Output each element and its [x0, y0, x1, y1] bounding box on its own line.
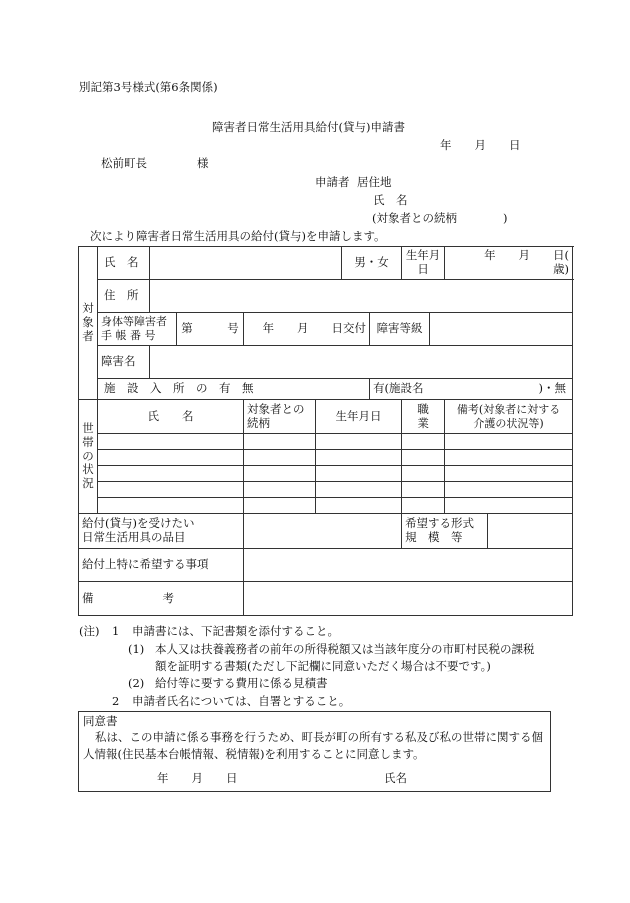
- wish-field[interactable]: [244, 549, 573, 582]
- facility-field[interactable]: 有(施設名 )・無: [370, 379, 573, 400]
- date-line[interactable]: 年 月 日: [440, 138, 521, 152]
- consent-line1: 私は、この申請に係る事務を行うため、町長が町の所有する私及び私の世帯に関する個: [95, 730, 544, 744]
- addressee-honorific: 様: [197, 156, 209, 170]
- notes-head: (注): [79, 624, 100, 638]
- sex-field[interactable]: 男・女: [342, 247, 402, 280]
- household-row-remarks[interactable]: [445, 498, 573, 514]
- disability-name-field[interactable]: [150, 346, 573, 379]
- consent-signature-field[interactable]: [414, 767, 544, 785]
- household-row-relation[interactable]: [244, 498, 316, 514]
- household-row-birth[interactable]: [316, 466, 402, 482]
- handbook-label-line1: 身体等障害者: [101, 315, 167, 329]
- household-row-remarks[interactable]: [445, 434, 573, 450]
- household-row-birth[interactable]: [316, 434, 402, 450]
- remarks-field[interactable]: [244, 582, 573, 616]
- household-row-name[interactable]: [98, 450, 244, 466]
- household-remarks-header: 備考(対象者に対する 介護の状況等): [445, 400, 573, 434]
- household-row-birth[interactable]: [316, 450, 402, 466]
- item-form-label: [402, 514, 488, 549]
- household-row-relation[interactable]: [244, 482, 316, 498]
- disability-grade-field[interactable]: [430, 313, 573, 346]
- household-row-remarks[interactable]: [445, 482, 573, 498]
- application-table: [78, 246, 593, 616]
- applicant-label: 申請者: [315, 175, 350, 189]
- item-form-label-line1: 希望する形式: [405, 516, 475, 531]
- household-row-birth[interactable]: [316, 498, 402, 514]
- subnote1-line1: 本人又は扶養義務者の前年の所得税額又は当該年度分の市町村民税の課税: [155, 642, 535, 656]
- form-number: 別記第3号様式(第6条関係): [79, 80, 218, 94]
- household-row-job[interactable]: [402, 482, 445, 498]
- household-row-relation[interactable]: [244, 450, 316, 466]
- household-row-job[interactable]: [402, 450, 445, 466]
- consent-name-label: 氏名: [384, 771, 407, 785]
- household-row-relation[interactable]: [244, 434, 316, 450]
- household-row-name[interactable]: [98, 482, 244, 498]
- household-section-label: 世 帯 の 状 況: [79, 400, 98, 514]
- handbook-label: [98, 313, 177, 346]
- household-row: [79, 498, 573, 514]
- subnote2-number: (2): [128, 676, 145, 690]
- household-row-job[interactable]: [402, 434, 445, 450]
- household-row-name[interactable]: [98, 434, 244, 450]
- subject-section-label: 対 象 者: [79, 247, 98, 400]
- household-row: [79, 482, 573, 498]
- household-job-header: 職 業: [402, 400, 445, 434]
- subject-name-label: 氏 名: [98, 247, 150, 280]
- household-row: [79, 466, 573, 482]
- consent-date[interactable]: 年 月 日: [157, 771, 238, 785]
- note2-text: 申請者氏名については、自署とすること。: [132, 694, 351, 708]
- household-row-job[interactable]: [402, 466, 445, 482]
- item-field[interactable]: [244, 514, 402, 549]
- applicant-name-label: 氏 名: [373, 193, 408, 207]
- subnote1-number: (1): [128, 642, 145, 656]
- handbook-number-field[interactable]: 第 号: [177, 313, 244, 346]
- consent-box: [78, 711, 551, 792]
- note1-text: 申請書には、下記書類を添付すること。: [132, 624, 339, 638]
- subject-address-label: 住 所: [98, 280, 150, 313]
- subject-name-field[interactable]: [150, 247, 342, 280]
- subject-address-field[interactable]: [150, 280, 573, 313]
- household-relation-header: 対象者との 続柄: [244, 400, 316, 434]
- household-birth-header: 生年月日: [316, 400, 402, 434]
- item-form-label-line2: 規 模 等: [405, 530, 463, 544]
- applicant-relation-label: (対象者との続柄 ): [372, 211, 508, 225]
- form-title: 障害者日常生活用具給付(貸与)申請書: [212, 120, 405, 134]
- handbook-issue-date-field[interactable]: 年 月 日交付: [244, 313, 370, 346]
- handbook-label-line2: 手 帳 番 号: [101, 329, 156, 342]
- household-row-relation[interactable]: [244, 466, 316, 482]
- wish-label: 給付上特に希望する事項: [79, 549, 244, 582]
- birth-field[interactable]: 年 月 日( 歳): [445, 247, 573, 280]
- note1-number: 1: [112, 624, 120, 638]
- household-row: [79, 434, 573, 450]
- household-name-header: 氏 名: [98, 400, 244, 434]
- applicant-address-label: 居住地: [357, 175, 392, 189]
- facility-label: 施 設 入 所 の 有 無: [98, 379, 370, 400]
- household-row-birth[interactable]: [316, 482, 402, 498]
- subnote2-text: 給付等に要する費用に係る見積書: [155, 676, 328, 690]
- intro-text: 次により障害者日常生活用具の給付(貸与)を申請します。: [90, 229, 386, 243]
- household-row-remarks[interactable]: [445, 466, 573, 482]
- birth-label: 生年月日: [402, 247, 445, 280]
- household-row-job[interactable]: [402, 498, 445, 514]
- addressee-name: 松前町長: [101, 156, 147, 170]
- household-row-name[interactable]: [98, 466, 244, 482]
- item-form-field[interactable]: [488, 514, 573, 549]
- consent-line2: 人情報(住民基本台帳情報、税情報)を利用することに同意します。: [83, 747, 425, 761]
- household-row: [79, 450, 573, 466]
- subnote1-line2: 額を証明する書類(ただし下記欄に同意いただく場合は不要です。): [155, 659, 491, 673]
- household-row-remarks[interactable]: [445, 450, 573, 466]
- note2-number: 2: [112, 694, 120, 708]
- disability-name-label: 障害名: [98, 346, 150, 379]
- household-row-name[interactable]: [98, 498, 244, 514]
- disability-grade-label: 障害等級: [370, 313, 430, 346]
- remarks-label: 備 考: [79, 582, 244, 616]
- consent-title: 同意書: [83, 714, 118, 728]
- item-label: 給付(貸与)を受けたい 日常生活用具の品目: [79, 514, 244, 549]
